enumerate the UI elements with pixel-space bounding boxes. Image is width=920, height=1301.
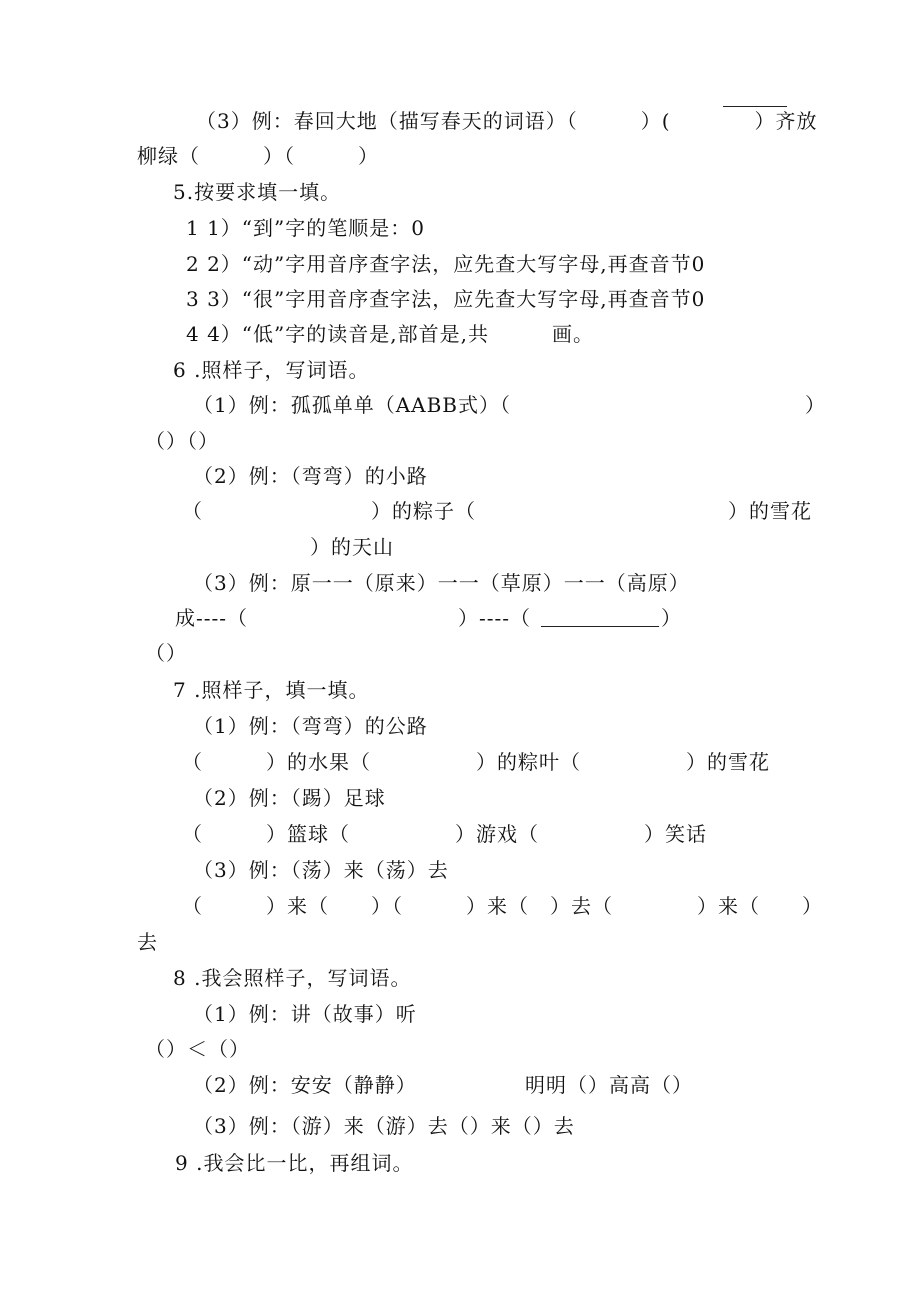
q9-heading: 9 .我会比一比，再组词。 bbox=[175, 1151, 414, 1175]
q7-heading: 7 .照样子，填一填。 bbox=[173, 678, 370, 702]
q5-heading: 5.按要求填一填。 bbox=[173, 180, 342, 204]
q8-item3: （3）例：（游）来（游）去（）来（）去 bbox=[193, 1114, 575, 1138]
q4-item3-line: （3）例：春回大地（描写春天的词语）（ ）( ）齐放 bbox=[196, 109, 818, 133]
q6-item3-blanks: 成----（ ）----（ bbox=[175, 606, 532, 630]
q6-heading: 6 .照样子，写词语。 bbox=[173, 358, 370, 382]
q6-item3-blank-extra: （） bbox=[145, 641, 187, 665]
q7-item1: （1）例：（弯弯）的公路 bbox=[193, 714, 428, 738]
q5-item2: 2 2）“动”字用音序查字法，应先查大写字母,再查音节0 bbox=[186, 252, 706, 276]
q6-item1-blanks: （）（） bbox=[145, 429, 219, 453]
q7-item2-blanks: （ ）篮球（ ）游戏（ ）笑话 bbox=[182, 822, 707, 846]
q7-item3: （3）例：（荡）来（荡）去 bbox=[193, 858, 449, 882]
q6-item2: （2）例：（弯弯）的小路 bbox=[193, 464, 428, 488]
q8-item2-blanks: 明明（）高高（） bbox=[525, 1073, 693, 1097]
q7-item3-continuation: 去 bbox=[137, 930, 158, 954]
q6-item2-blanks-cont: ）的天山 bbox=[310, 535, 394, 559]
q5-item3: 3 3）“很”字用音序查字法，应先查大写字母,再查音节0 bbox=[186, 287, 706, 311]
q6-item2-blanks: （ ）的粽子（ ）的雪花 bbox=[182, 499, 812, 523]
q5-item1: 1 1）“到”字的笔顺是：0 bbox=[186, 216, 425, 240]
q6-item1: （1）例：孤孤单单（AABB式）（ ） bbox=[193, 393, 827, 417]
q6-item3-blanks-end: ） bbox=[661, 606, 682, 630]
q6-item3: （3）例：原一一（原来）一一（草原）一一（高原） bbox=[193, 571, 690, 595]
q7-item3-blanks: （ ）来（ ）（ ）来（ ）去（ ）来（ ） bbox=[182, 894, 823, 918]
q8-item2-example: （2）例：安安（静静） bbox=[193, 1073, 417, 1097]
q8-item1-blanks: （）＜（） bbox=[145, 1037, 250, 1061]
q4-item3-continuation: 柳绿（ ）（ ） bbox=[137, 144, 379, 168]
q7-item1-blanks: （ ）的水果（ ）的粽叶（ ）的雪花 bbox=[182, 750, 770, 774]
answer-underline bbox=[541, 626, 659, 627]
overline-mark bbox=[723, 106, 787, 107]
q5-item4: 4 4）“低”字的读音是,部首是,共 画。 bbox=[186, 322, 594, 346]
q8-item1: （1）例：讲（故事）听 bbox=[193, 1002, 417, 1026]
q8-heading: 8 .我会照样子，写词语。 bbox=[173, 966, 412, 990]
q7-item2: （2）例：（踢）足球 bbox=[193, 786, 386, 810]
